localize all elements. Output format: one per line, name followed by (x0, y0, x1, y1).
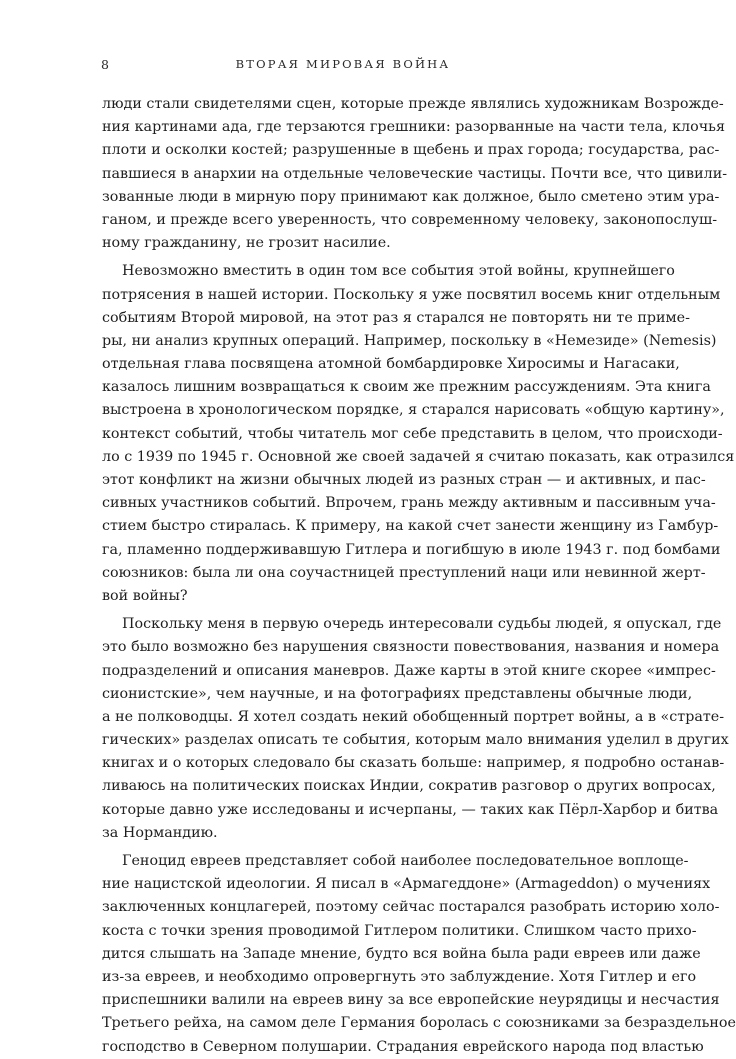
text-line: казалось лишним возвращаться к своим же прежним рассуждениям. Эта книга (102, 379, 711, 396)
text-line: коста с точки зрения проводимой Гитлером политики. Слишком часто прихо- (102, 922, 697, 939)
text-line: ния картинами ада, где терзаются грешники: разорванные на части тела, клочья (102, 119, 725, 136)
text-line: павшиеся в анархии на отдельные человеческие частицы. Почти все, что цивили- (102, 165, 728, 182)
text-line: господство в Северном полушарии. Страдания еврейского народа под властью (102, 1038, 704, 1055)
page-number: 8 (101, 57, 109, 72)
body-text (102, 93, 736, 1059)
paragraph (102, 260, 735, 608)
text-line: ло с 1939 по 1945 г. Основной же своей задачей я считаю показать, как отразился (102, 448, 735, 465)
text-line: дится слышать на Западе мнение, будто вся война была ради евреев или даже (102, 945, 701, 962)
text-line: Геноцид евреев представляет собой наиболее последовательное воплоще- (122, 853, 689, 869)
text-line: это было возможно без нарушения связности повествования, названия и номера (102, 639, 720, 656)
text-line: ному гражданину, не грозит насилие. (102, 235, 391, 252)
text-line: люди стали свидетелями сцен, которые прежде являлись художникам Возрожде- (102, 96, 724, 112)
text-line: которые давно уже исследованы и исчерпаны, — таких как Пёрл-Харбор и битва (102, 801, 719, 818)
text-line: вой войны? (102, 587, 188, 604)
text-line: ры, ни анализ крупных операций. Например, поскольку в «Немезиде» (Nemesis) (102, 332, 717, 349)
text-line: контекст событий, чтобы читатель мог себе представить в целом, что происходи- (102, 425, 723, 442)
text-line: ганом, и прежде всего уверенность, что современному человеку, законопослуш- (102, 211, 718, 228)
text-line: сивных участников событий. Впрочем, грань между активным и пассивным уча- (102, 495, 716, 512)
text-line: плоти и осколки костей; разрушенные в щебень и прах города; государства, рас- (102, 142, 720, 159)
text-line: за Нормандию. (102, 824, 218, 841)
text-line: событиям Второй мировой, на этот раз я старался не повторять ни те приме- (102, 309, 690, 326)
running-title: ВТОРАЯ МИРОВАЯ ВОЙНА (235, 57, 451, 71)
paragraph (102, 93, 728, 255)
text-line: га, пламенно поддерживавшую Гитлера и погибшую в июле 1943 г. под бомбами (102, 541, 721, 558)
text-line: выстроена в хронологическом порядке, я старался нарисовать «общую картину», (102, 402, 725, 419)
text-line: этот конфликт на жизни обычных людей из разных стран — и активных, и пас- (102, 472, 706, 488)
text-line: союзников: была ли она соучастницей преступлений наци или невинной жерт- (102, 564, 706, 581)
text-line: ливаюсь на политических поисках Индии, сократив разговор о других вопросах, (102, 778, 716, 795)
text-line: стием быстро стиралась. К примеру, на какой счет занести женщину из Гамбур- (102, 518, 719, 535)
paragraph (102, 850, 736, 1059)
text-line: потрясения в нашей истории. Поскольку я уже посвятил восемь книг отдельным (102, 286, 721, 303)
paragraph (102, 613, 729, 845)
text-line: приспешники валили на евреев вину за все европейские неурядицы и несчастия (102, 992, 720, 1009)
text-line: отдельная глава посвящена атомной бомбардировке Хиросимы и Нагасаки, (102, 356, 680, 373)
text-line: Поскольку меня в первую очередь интересовали судьбы людей, я опускал, где (122, 616, 722, 633)
text-line: сионистские», чем научные, и на фотографиях представлены обычные люди, (102, 685, 693, 702)
text-line: а не полководцы. Я хотел создать некий обобщенный портрет войны, а в «страте- (102, 708, 725, 725)
text-line: ние нацистской идеологии. Я писал в «Армагеддоне» (Armageddon) о мучениях (102, 876, 711, 893)
text-line: гических» разделах описать те события, которым мало внимания уделил в других (102, 732, 729, 749)
text-line: зованные люди в мирную пору принимают как должное, было сметено этим ура- (102, 188, 720, 205)
text-line: книгах и о которых следовало бы сказать больше: например, я подробно останав- (102, 755, 725, 772)
text-line: заключенных концлагерей, поэтому сейчас постарался разобрать историю холо- (102, 899, 720, 916)
text-line: Невозможно вместить в один том все события этой войны, крупнейшего (122, 263, 675, 280)
text-line: Третьего рейха, на самом деле Германия боролась с союзниками за безраздельное (102, 1015, 736, 1032)
text-line: подразделений и описания маневров. Даже карты в этой книге скорее «импрес- (102, 662, 716, 679)
text-line: из-за евреев, и необходимо опровергнуть это заблуждение. Хотя Гитлер и его (102, 968, 697, 985)
